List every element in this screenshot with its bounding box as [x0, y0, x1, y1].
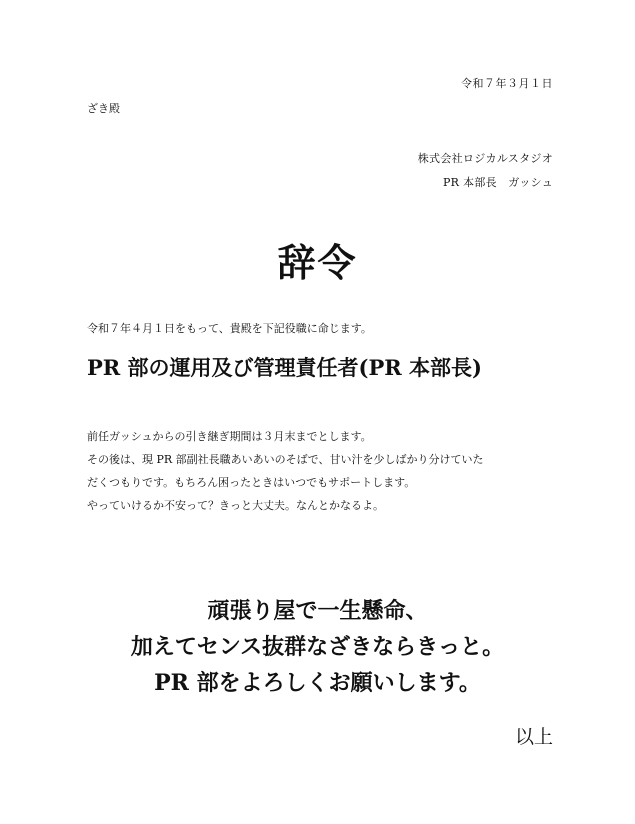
- body-line: やっていけるか不安って？きっと大丈夫。なんとかなるよ。: [87, 499, 384, 512]
- closing-line: 頑張り屋で一生懸命、: [207, 598, 428, 624]
- appointment-statement: 令和７年４月１日をもって、貴殿を下記役職に命じます。: [87, 322, 372, 335]
- body-paragraph: [87, 425, 483, 517]
- sender-name: PR 本部長 ガッシュ: [442, 176, 553, 189]
- body-line: 前任ガッシュからの引き継ぎ期間は３月末までとします。: [87, 430, 372, 443]
- appointed-position: PR 部の運用及び管理責任者(PR 本部長): [87, 355, 482, 380]
- body-line: だくつもりです。もちろん困ったときはいつでもサポートします。: [87, 476, 416, 489]
- closing-line: 加えてセンス抜群なざきならきっと。: [130, 634, 505, 660]
- issue-date: 令和７年３月１日: [461, 77, 553, 90]
- closing-line: PR 部をよろしくお願いします。: [154, 670, 481, 696]
- body-line: その後は、現 PR 部副社長職あいあいのそばで、甘い汁を少しばかり分けていた: [87, 453, 484, 466]
- company-name: 株式会社ロジカルスタジオ: [417, 152, 553, 165]
- end-mark: 以上: [514, 726, 553, 748]
- addressee: ざき殿: [87, 102, 120, 115]
- document-title: 辞令: [277, 240, 358, 285]
- closing-message: [0, 593, 635, 701]
